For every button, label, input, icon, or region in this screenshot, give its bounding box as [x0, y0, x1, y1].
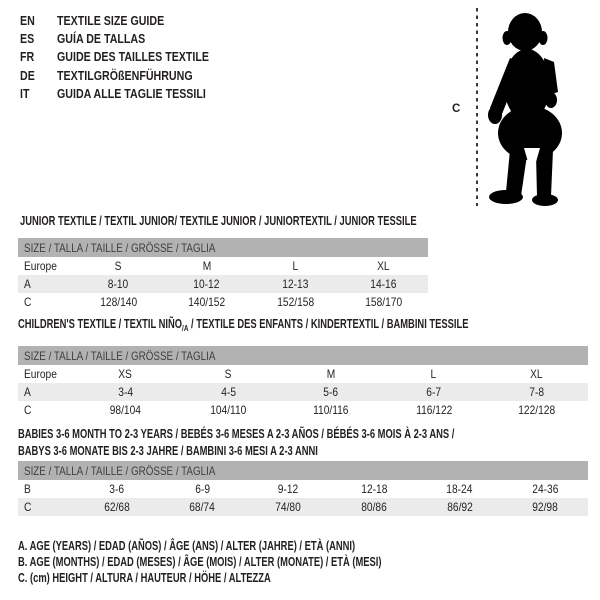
cell-value: 116/122	[415, 403, 452, 417]
cell-value: 24-36	[532, 482, 559, 496]
table-row	[18, 365, 588, 383]
table-row	[18, 275, 428, 293]
cell-value: 3-4	[118, 385, 133, 399]
size-header-band	[18, 238, 428, 257]
table-cell	[163, 259, 252, 273]
title-part: CHILDREN'S TEXTILE / TEXTIL NIÑO	[18, 317, 183, 331]
title-part: / TEXTILE DES ENFANTS / KINDERTEXTIL / BAMBINI TESSILE	[188, 317, 469, 331]
table-cell	[485, 403, 588, 417]
row-label-cell	[18, 500, 74, 514]
cell-value: 4-5	[220, 385, 236, 399]
language-code-cell	[20, 49, 57, 64]
cell-value: 5-6	[323, 385, 339, 399]
table-cell	[502, 500, 588, 514]
cell-value: S	[224, 367, 232, 381]
table-cell	[331, 500, 417, 514]
size-header-label: SIZE / TALLA / TAILLE / GRÖSSE / TAGLIA	[24, 240, 216, 255]
table-cell	[502, 482, 588, 496]
cell-value: 9-12	[277, 482, 299, 496]
cell-value: 7-8	[529, 385, 544, 399]
row-label-cell	[18, 277, 74, 291]
table-cell	[74, 385, 177, 399]
row-label: A	[24, 277, 31, 291]
cell-value: 158/170	[365, 295, 403, 309]
table-cell	[74, 295, 163, 309]
cell-value: 12-13	[282, 277, 309, 291]
table-cell	[163, 295, 252, 309]
table-cell	[485, 367, 588, 381]
table-cell	[280, 385, 383, 399]
cell-value: 18-24	[446, 482, 473, 496]
cell-value: S	[114, 259, 122, 273]
language-row	[20, 85, 242, 103]
table-row	[18, 293, 428, 311]
junior-size-table	[18, 238, 428, 311]
table-cell	[74, 403, 177, 417]
guide-title: TEXTILE SIZE GUIDE	[57, 12, 165, 28]
table-cell	[382, 403, 485, 417]
babies-title-line2: BABYS 3-6 MONATE BIS 2-3 JAHRE / BAMBINI 3-6 MESI A 2-3 ANNI	[18, 444, 318, 458]
cell-value: 3-6	[109, 482, 125, 496]
row-label: Europe	[24, 367, 57, 381]
table-cell	[251, 277, 340, 291]
size-header-label: SIZE / TALLA / TAILLE / GRÖSSE / TAGLIA	[24, 348, 216, 363]
cell-value: 92/98	[532, 500, 558, 514]
measurement-legend	[18, 538, 503, 587]
cell-value: 12-18	[360, 482, 387, 496]
legend-line-c: C. (cm) HEIGHT / ALTURA / HAUTEUR / HÖHE / ALTEZZA	[18, 571, 271, 586]
cell-value: XS	[118, 367, 133, 381]
table-cell	[417, 500, 503, 514]
cell-value: 14-16	[370, 277, 397, 291]
language-code: DE	[20, 67, 35, 83]
guide-title: GUÍA DE TALLAS	[57, 31, 146, 47]
cell-value: 10-12	[193, 277, 220, 291]
table-cell	[245, 482, 331, 496]
table-cell	[245, 500, 331, 514]
junior-table-title-text: JUNIOR TEXTILE / TEXTIL JUNIOR/ TEXTILE JUNIOR / JUNIORTEXTIL / JUNIOR TESSILE	[20, 214, 417, 228]
cell-value: 8-10	[108, 277, 129, 291]
baby-silhouette	[450, 0, 600, 215]
size-header-band	[18, 461, 588, 480]
cell-value: 140/152	[188, 295, 226, 309]
cell-value: M	[326, 367, 336, 381]
language-code: ES	[20, 31, 35, 47]
junior-table-title	[20, 214, 549, 228]
guide-title: GUIDA ALLE TAGLIE TESSILI	[57, 86, 206, 102]
table-cell	[74, 277, 163, 291]
table-cell	[251, 295, 340, 309]
table-cell	[177, 385, 280, 399]
table-cell	[417, 482, 503, 496]
table-row	[18, 498, 588, 516]
babies-size-table	[18, 461, 588, 516]
cell-value: 98/104	[109, 403, 141, 417]
table-row	[18, 257, 428, 275]
table-cell	[177, 403, 280, 417]
row-label-cell	[18, 259, 74, 273]
cell-value: M	[202, 259, 211, 273]
language-code: FR	[20, 49, 35, 65]
row-label: A	[24, 385, 31, 399]
row-label: C	[24, 295, 32, 309]
table-cell	[340, 259, 429, 273]
cell-value: XL	[377, 259, 390, 273]
babies-title-line1: BABIES 3-6 MONTH TO 2-3 YEARS / BEBÉS 3-6 MESES A 2-3 AÑOS / BÉBÉS 3-6 MOIS À 2-3 ANS /	[18, 427, 455, 441]
babies-table-title	[18, 426, 600, 460]
cell-value: 62/68	[104, 500, 130, 514]
table-cell	[160, 482, 246, 496]
size-header-band	[18, 346, 588, 365]
cell-value: 104/110	[210, 403, 247, 417]
row-label-cell	[18, 403, 74, 417]
cell-value: XL	[530, 367, 543, 381]
table-cell	[74, 482, 160, 496]
legend-line-a: A. AGE (YEARS) / EDAD (AÑOS) / ÂGE (ANS) / ALTER (JAHRE) / ETÀ (ANNI)	[18, 539, 356, 553]
cell-value: 6-7	[426, 385, 442, 399]
table-cell	[177, 367, 280, 381]
row-label-cell	[18, 367, 74, 381]
table-cell	[331, 482, 417, 496]
language-code-cell	[20, 31, 57, 46]
children-table-title-text	[18, 317, 468, 331]
table-cell	[251, 259, 340, 273]
row-label-cell	[18, 385, 74, 399]
cell-value: 80/86	[361, 500, 387, 514]
table-cell	[74, 367, 177, 381]
language-row	[20, 66, 242, 84]
language-code-cell	[20, 13, 57, 28]
cell-value: L	[430, 367, 437, 381]
title-subscript: /A	[182, 322, 189, 333]
language-code-cell	[20, 68, 57, 83]
cell-value: L	[292, 259, 299, 273]
language-code: EN	[20, 12, 35, 28]
language-row	[20, 29, 242, 47]
row-label: B	[24, 482, 31, 496]
cell-value: 128/140	[99, 295, 137, 309]
guide-title: GUIDE DES TAILLES TEXTILE	[57, 49, 210, 65]
language-row	[20, 48, 242, 66]
cell-value: 110/116	[313, 403, 349, 417]
language-code: IT	[20, 86, 30, 102]
guide-title: TEXTILGRÖßENFÜHRUNG	[57, 67, 193, 83]
children-size-table	[18, 346, 588, 419]
table-cell	[485, 385, 588, 399]
table-cell	[280, 367, 383, 381]
table-cell	[382, 367, 485, 381]
cell-value: 86/92	[446, 500, 473, 514]
table-row	[18, 383, 588, 401]
language-title-block	[20, 11, 242, 103]
legend-line-b: B. AGE (MONTHS) / EDAD (MESES) / ÂGE (MOIS) / ALTER (MONATE) / ETÀ (MESI)	[18, 555, 382, 570]
cell-value: 6-9	[195, 482, 210, 496]
table-cell	[340, 295, 429, 309]
cell-value: 152/158	[276, 295, 314, 309]
table-cell	[74, 500, 160, 514]
table-row	[18, 480, 588, 498]
cell-value: 122/128	[518, 403, 556, 417]
cell-value: 68/74	[189, 500, 216, 514]
row-label-cell	[18, 482, 74, 496]
table-cell	[74, 259, 163, 273]
row-label-cell	[18, 295, 74, 309]
language-row	[20, 11, 242, 29]
children-table-title	[18, 317, 600, 331]
row-label: Europe	[24, 259, 57, 273]
table-cell	[382, 385, 485, 399]
table-cell	[340, 277, 429, 291]
table-cell	[280, 403, 383, 417]
height-measure-label: C	[452, 103, 461, 115]
size-header-label: SIZE / TALLA / TAILLE / GRÖSSE / TAGLIA	[24, 463, 216, 478]
table-row	[18, 401, 588, 419]
row-label: C	[24, 500, 32, 514]
language-code-cell	[20, 86, 57, 101]
row-label: C	[24, 403, 32, 417]
table-cell	[163, 277, 252, 291]
table-cell	[160, 500, 246, 514]
cell-value: 74/80	[275, 500, 301, 514]
baby-figure-shape	[488, 13, 562, 206]
